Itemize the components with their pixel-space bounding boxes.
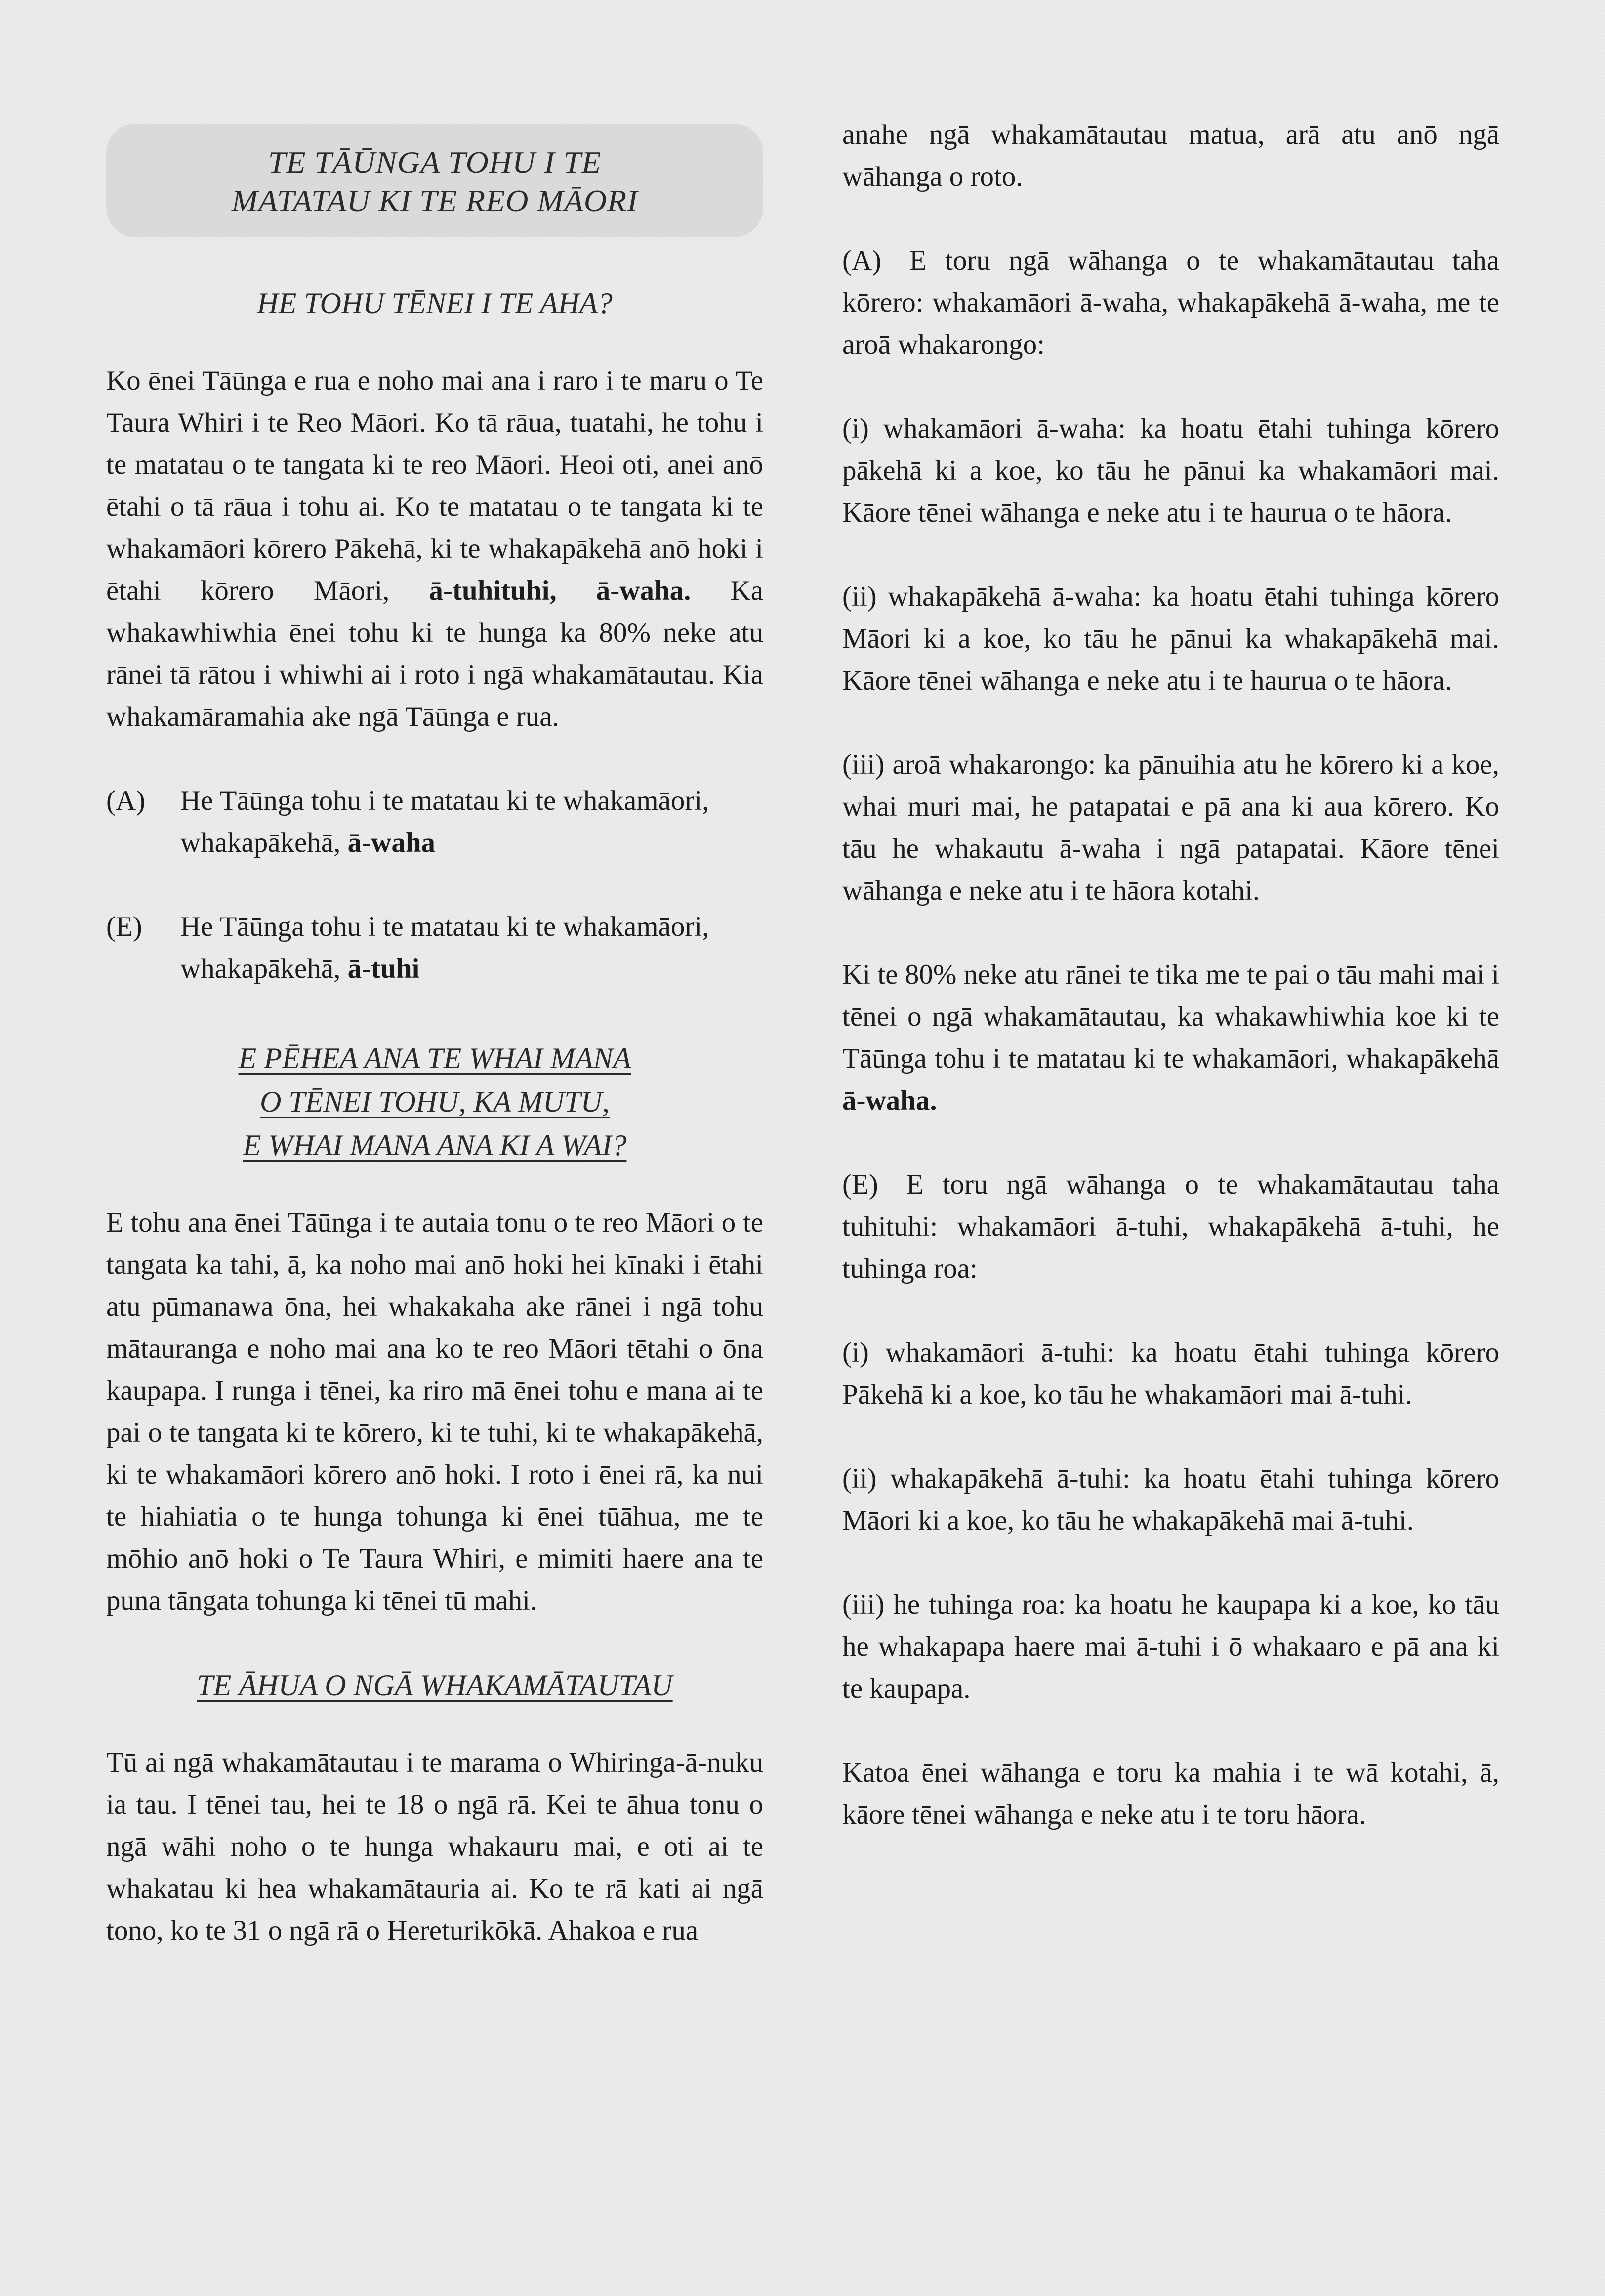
title-line-2: MATATAU KI TE REO MĀORI <box>231 183 638 218</box>
section-e-part-ii: (ii) whakapākehā ā-tuhi: ka hoatu ētahi tuhinga kōrero Māori ki a koe, ko tāu he whakapākehā mai ā-tuhi. <box>842 1463 1499 1536</box>
item-text <box>180 780 763 864</box>
right-column <box>842 114 1499 1836</box>
award-bold: ā-waha. <box>842 1085 937 1116</box>
intro-text-a: Ko ēnei Tāūnga e rua e noho mai ana i raro i te maru o Te Taura Whiri i te Reo Māori. Ko tā rāua, tuatahi, he tohu i te matatau o te tangata ki te reo Māori. Heoi oti, anei anō ētahi o tā rāua i tohu ai. Ko te matatau o te tangata ki te whakamāori kōrero Pākehā, ki te whakapākehā anō hoki i ētahi kōrero Māori, <box>106 365 763 606</box>
heading-line: O TĒNEI TOHU, KA MUTU, <box>260 1085 610 1118</box>
intro-paragraph <box>106 360 763 738</box>
item-a-bold: ā-waha <box>347 827 436 858</box>
heading-what-is-it <box>106 282 763 325</box>
title-line-1: TE TĀŪNGA TOHU I TE <box>268 145 602 180</box>
award-item-a <box>106 780 763 864</box>
continued-paragraph: anahe ngā whakamātautau matua, arā atu anō ngā wāhanga o roto. <box>842 119 1499 192</box>
heading-exam-format <box>106 1664 763 1707</box>
section-e-part-i: (i) whakamāori ā-tuhi: ka hoatu ētahi tuhinga kōrero Pākehā ki a koe, ko tāu he whakamāori mai ā-tuhi. <box>842 1337 1499 1410</box>
item-text <box>180 906 763 990</box>
exam-paragraph: Tū ai ngā whakamātautau i te marama o Whiringa-ā-nuku ia tau. I tēnei tau, hei te 18 o ngā rā. Kei te āhua tonu o ngā wāhi noho o te hunga whakauru mai, e oti ai te whakatau ki hea whakamātauria ai. Ko te rā kati ai ngā tono, ko te 31 o ngā rā o Hereturikōkā. Ahakoa e rua <box>106 1747 763 1946</box>
item-marker: (E) <box>106 911 142 942</box>
item-a-text: He Tāūnga tohu i te matatau ki te whakamāori, whakapākehā, <box>180 785 709 858</box>
section-a-part-ii: (ii) whakapākehā ā-waha: ka hoatu ētahi tuhinga kōrero Māori ki a koe, ko tāu he pānui ka whakapākehā mai. Kāore tēnei wāhanga e neke atu i te haurua o te hāora. <box>842 581 1499 696</box>
intro-text-b: Ka whakawhiwhia ēnei tohu ki te hunga ka 80% neke atu rānei tā rātou i whiwhi ai i roto i ngā whakamātautau. Kia whakamāramahia ake ngā Tāūnga e rua. <box>106 575 764 732</box>
section-e-part-iii: (iii) he tuhinga roa: ka hoatu he kaupapa ki a koe, ko tāu he whakapapa haere mai ā-tuhi i ō whakaaro e pā ana ki te kaupapa. <box>842 1589 1499 1704</box>
section-a-intro: (A) E toru ngā wāhanga o te whakamātautau taha kōrero: whakamāori ā-waha, whakapākehā ā-waha, me te aroā whakarongo: <box>842 245 1499 360</box>
award-text: Ki te 80% neke atu rānei te tika me te pai o tāu mahi mai i tēnei o ngā whakamātautau, ka whakawhiwhia koe ki te Tāūnga tohu i te matatau ki te whakamāori, whakapākehā <box>842 959 1499 1074</box>
heading-line: E PĒHEA ANA TE WHAI MANA <box>238 1042 631 1075</box>
intro-bold: ā-tuhituhi, ā-waha. <box>429 575 691 606</box>
closing-paragraph: Katoa ēnei wāhanga e toru ka mahia i te wā kotahi, ā, kāore tēnei wāhanga e neke atu i te toru hāora. <box>842 1757 1499 1830</box>
heading-text: TE ĀHUA O NGĀ WHAKAMĀTAUTAU <box>197 1669 673 1702</box>
left-column <box>106 114 763 1952</box>
section-e-intro: (E) E toru ngā wāhanga o te whakamātautau taha tuhituhi: whakamāori ā-tuhi, whakapākehā ā-tuhi, he tuhinga roa: <box>842 1169 1499 1284</box>
award-paragraph <box>842 954 1499 1122</box>
item-e-text: He Tāūnga tohu i te matatau ki te whakamāori, whakapākehā, <box>180 911 709 984</box>
award-item-e <box>106 906 763 990</box>
mana-paragraph: E tohu ana ēnei Tāūnga i te autaia tonu o te reo Māori o te tangata ka tahi, ā, ka noho mai anō hoki hei kīnaki i ētahi atu pūmanawa ōna, hei whakakaha ake rānei i ngā tohu mātauranga e noho mai ana ko te reo Māori tētahi o ōna kaupapa. I runga i tēnei, ka riro mā ēnei tohu e mana ai te pai o te tangata ki te kōrero, ki te tuhi, ki te whakapākehā, ki te whakamāori kōrero anō hoki. I roto i ēnei rā, ka nui te hiahiatia o te hunga tohunga ki ēnei tūāhua, me te mōhio anō hoki o Te Taura Whiri, e mimiti haere ana te puna tāngata tohunga ki tēnei tū mahi. <box>106 1207 763 1616</box>
section-a-part-iii: (iii) aroā whakarongo: ka pānuihia atu he kōrero ki a koe, whai muri mai, he patapatai e pā ana ki aua kōrero. Ko tāu he whakautu ā-waha i ngā patapatai. Kāore tēnei wāhanga e neke atu i te hāora kotahi. <box>842 749 1499 906</box>
item-e-bold: ā-tuhi <box>347 953 420 984</box>
title-banner <box>106 124 763 237</box>
heading-mana <box>106 1037 763 1167</box>
heading-line: E WHAI MANA ANA KI A WAI? <box>243 1129 627 1162</box>
item-marker: (A) <box>106 785 146 816</box>
section-a-part-i: (i) whakamāori ā-waha: ka hoatu ētahi tuhinga kōrero pākehā ki a koe, ko tāu he pānui ka whakamāori mai. Kāore tēnei wāhanga e neke atu i te haurua o te hāora. <box>842 413 1499 528</box>
heading-text: HE TOHU TĒNEI I TE AHA? <box>257 287 613 320</box>
